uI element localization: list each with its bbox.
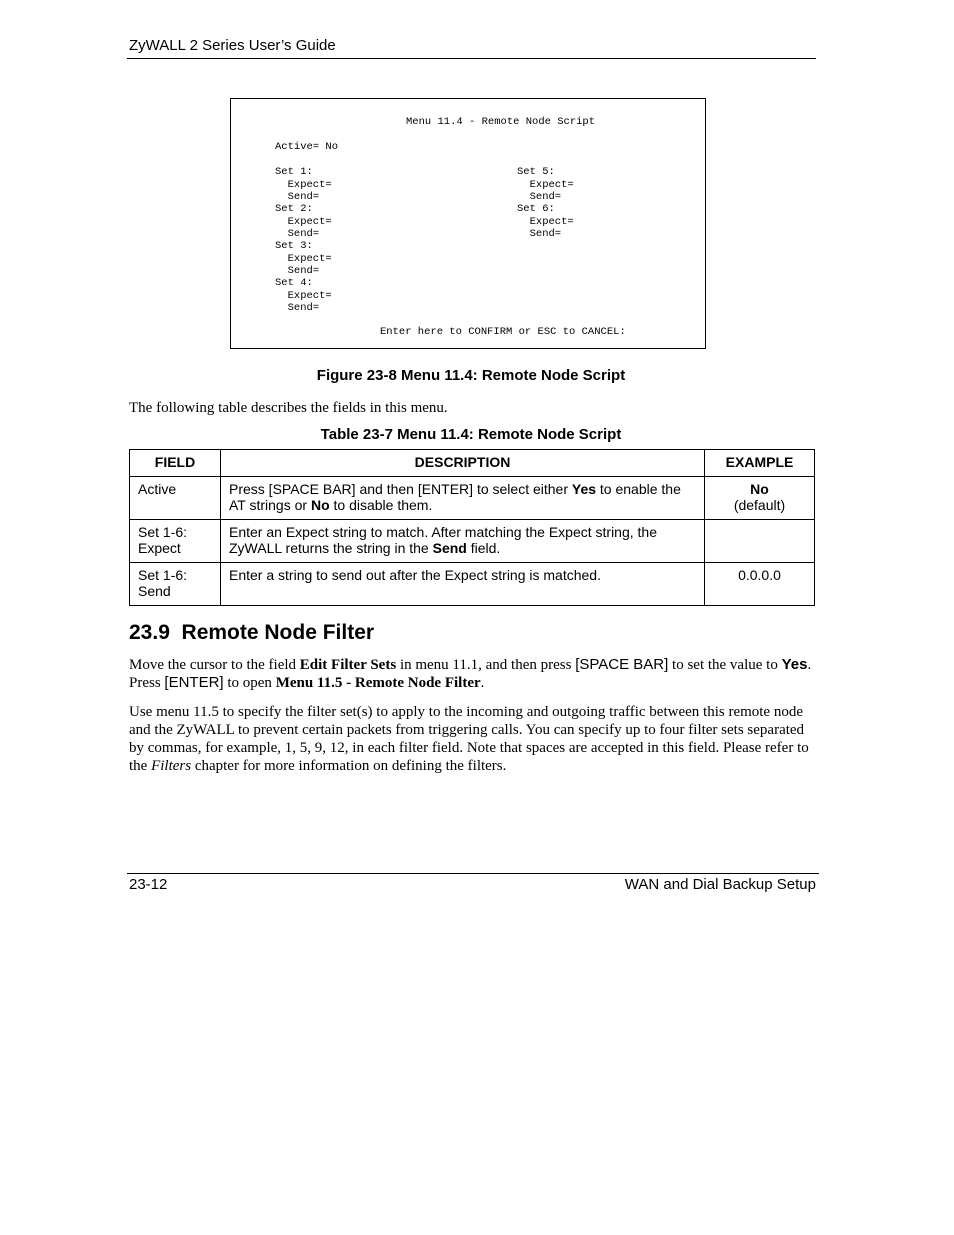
- paragraph-text: chapter for more information on defining the filters.: [191, 758, 507, 774]
- description-text: Enter a string to send out after the Expect string is matched.: [229, 567, 601, 583]
- terminal-line: Set 2:: [275, 203, 313, 215]
- section-title: 23.9 Remote Node Filter: [129, 621, 375, 644]
- paragraph-text: in menu 11.1, and then press: [396, 657, 576, 673]
- paragraph-text: to set the value to: [668, 657, 782, 673]
- terminal-line: Set 3:: [275, 240, 313, 252]
- paragraph-text: to open: [223, 675, 276, 691]
- terminal-title: Menu 11.4 - Remote Node Script: [406, 116, 596, 128]
- terminal-line: Send=: [517, 228, 562, 240]
- terminal-line: Expect=: [517, 215, 574, 228]
- paragraph-text: .: [480, 675, 485, 691]
- header-field: FIELD: [130, 450, 221, 477]
- terminal-line: Expect=: [517, 178, 574, 191]
- example-note: (default): [733, 497, 786, 513]
- paragraph-edit-filter: [129, 656, 819, 692]
- paragraph-bold: Edit Filter Sets: [299, 657, 397, 673]
- terminal-prompt: Enter here to CONFIRM or ESC to CANCEL:: [380, 326, 626, 338]
- field-cell: [130, 520, 221, 563]
- description-bold: Yes: [571, 481, 597, 497]
- example-value: No: [750, 481, 769, 497]
- terminal-active-line: Active= No: [275, 141, 339, 153]
- field-name: Active: [138, 481, 177, 497]
- intro-text: The following table describes the fields in this menu.: [129, 400, 448, 416]
- field-name-line2: Expect: [138, 540, 181, 556]
- example-value: 0.0.0.0: [738, 567, 781, 583]
- fields-table: [129, 449, 815, 606]
- table-row: [130, 563, 815, 606]
- paragraph-text: . Press: [129, 657, 812, 691]
- field-name: Set 1-6:: [138, 524, 188, 540]
- field-cell: [130, 563, 221, 606]
- example-cell: [705, 563, 815, 606]
- figure-caption: Figure 23-8 Menu 11.4: Remote Node Script: [316, 367, 626, 384]
- description-text: to enable the AT strings or: [229, 481, 681, 513]
- running-header: ZyWALL 2 Series User’s Guide: [129, 37, 336, 54]
- terminal-line: Send=: [275, 265, 320, 277]
- field-name-line2: Send: [138, 583, 171, 599]
- terminal-line: Expect=: [275, 178, 332, 191]
- description-cell: [221, 477, 705, 520]
- description-bold: Send: [432, 540, 467, 556]
- terminal-line: Expect=: [275, 215, 332, 228]
- footer-rule: [127, 873, 819, 874]
- terminal-line: Send=: [275, 228, 320, 240]
- table-row: [130, 477, 815, 520]
- paragraph-italic: Filters: [151, 758, 192, 774]
- paragraph-bold: Menu 11.5 - Remote Node Filter: [275, 675, 481, 691]
- description-text: Enter an Expect string to match. After matching the Expect string, the ZyWALL returns the string in the: [229, 524, 657, 556]
- description-text: to disable them.: [329, 497, 433, 513]
- header-description: DESCRIPTION: [221, 450, 705, 477]
- field-name: Set 1-6:: [138, 567, 188, 583]
- page-number: 23-12: [129, 876, 168, 893]
- paragraph-key: [ENTER]: [164, 674, 224, 691]
- chapter-title: WAN and Dial Backup Setup: [624, 876, 816, 893]
- paragraph-text: Move the cursor to the field: [129, 657, 300, 673]
- terminal-screen: [230, 98, 706, 349]
- paragraph-text: Use menu 11.5 to specify the filter set(s) to apply to the incoming and outgoing traffic between this remote node and the ZyWALL to prevent certain packets from triggering calls. You can specify up to four filter sets separated by commas, for example, 1, 5, 9, 12, in each filter field. Note that spaces are accepted in this field. Please refer to the: [129, 704, 809, 774]
- example-cell: [705, 477, 815, 520]
- description-text: Press [SPACE BAR] and then [ENTER] to select either: [229, 481, 572, 497]
- paragraph-filter-sets: [129, 703, 819, 775]
- terminal-line: Set 6:: [517, 203, 555, 215]
- description-cell: [221, 563, 705, 606]
- example-cell: [705, 520, 815, 563]
- terminal-line: Set 4:: [275, 277, 313, 289]
- paragraph-key: [SPACE BAR]: [575, 656, 669, 673]
- terminal-line: Send=: [275, 302, 320, 314]
- terminal-line: Set 5:: [517, 166, 555, 178]
- description-bold: No: [310, 497, 330, 513]
- table-caption: Table 23-7 Menu 11.4: Remote Node Script: [320, 426, 622, 443]
- table-row: [130, 520, 815, 563]
- terminal-line: Send=: [275, 191, 320, 203]
- header-rule: [127, 58, 816, 59]
- description-text: field.: [466, 540, 501, 556]
- table-header-row: [130, 450, 815, 477]
- paragraph-bold: Yes: [781, 656, 808, 673]
- terminal-line: Set 1:: [275, 166, 313, 178]
- description-cell: [221, 520, 705, 563]
- header-example: EXAMPLE: [705, 450, 815, 477]
- terminal-line: Expect=: [275, 252, 332, 265]
- terminal-line: Send=: [517, 191, 562, 203]
- field-cell: [130, 477, 221, 520]
- terminal-line: Expect=: [275, 289, 332, 302]
